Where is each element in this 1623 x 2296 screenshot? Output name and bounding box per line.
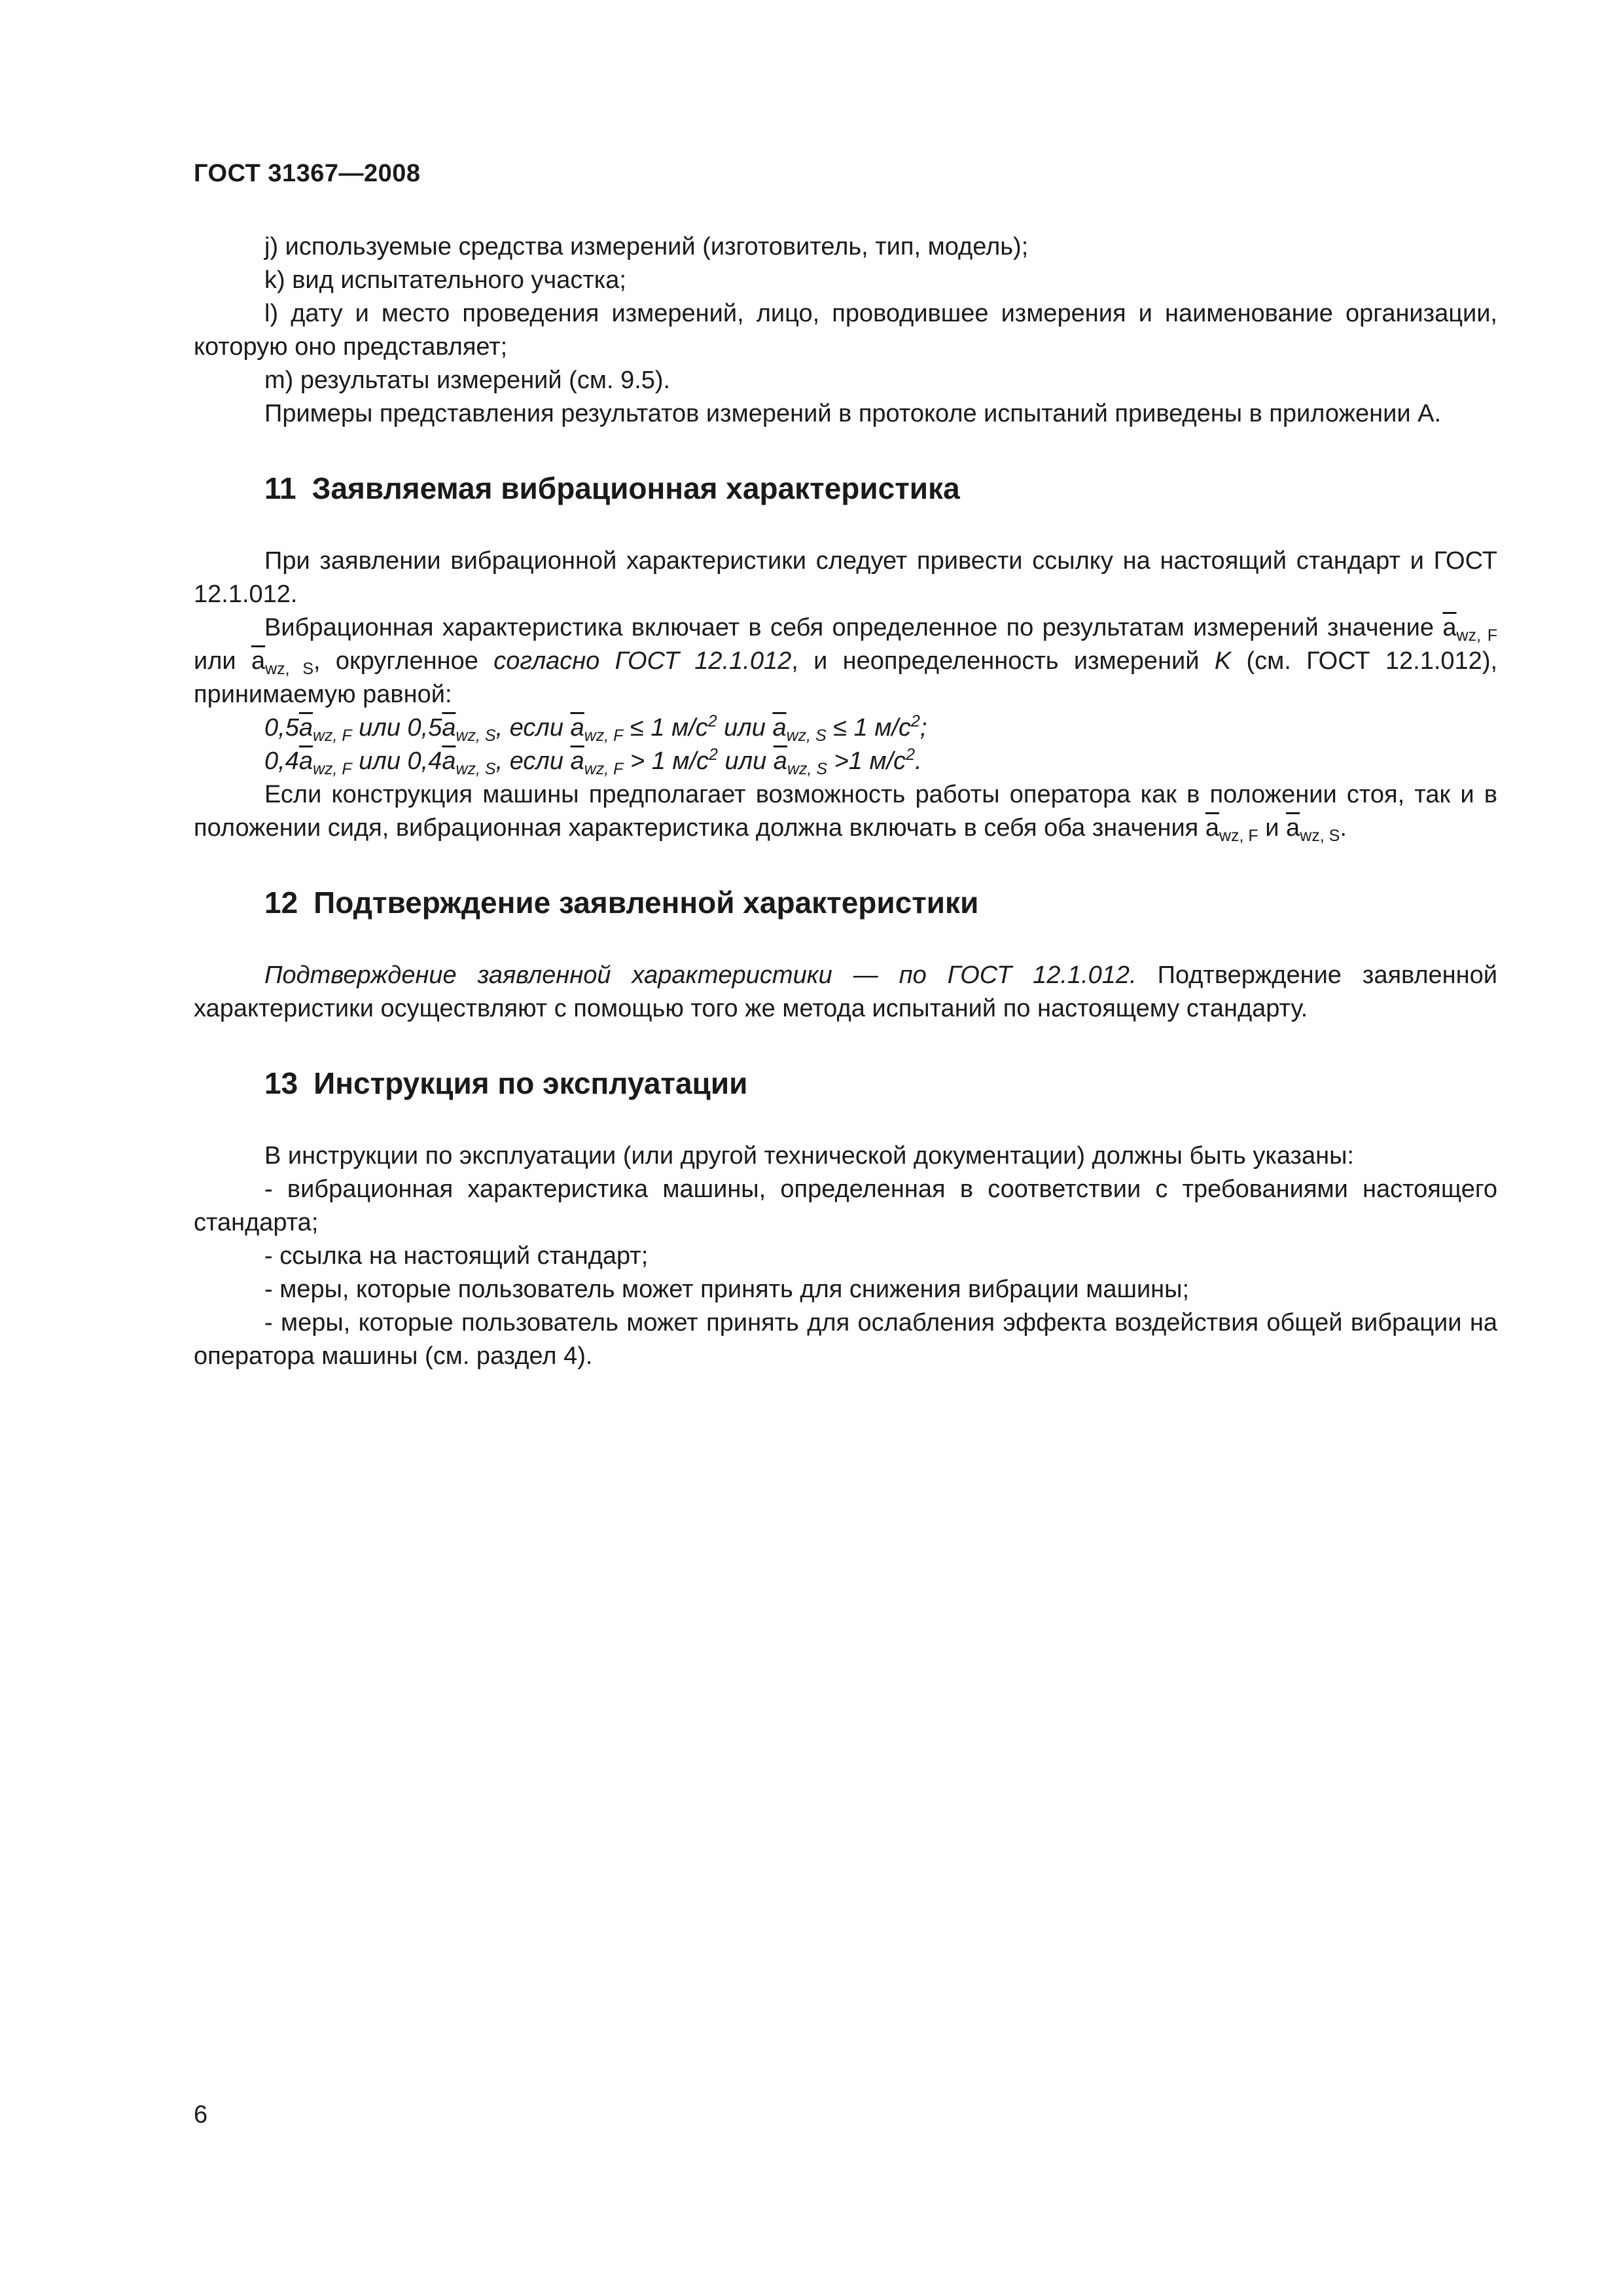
section-title: Подтверждение заявленной характеристики — [313, 886, 979, 920]
section-title: Заявляемая вибрационная характеристика — [312, 471, 960, 505]
section-number: 11 — [264, 471, 296, 505]
formula-2: $0,4\overline{a}_{wz, F}$ или $0,4\overline{a}_{wz, S}$, если $\overline{a}_{wz, F} > 1$ $м/с^2$ или $\overline{a}_{wz, S} >1$ $м/с^2$. — [264, 745, 922, 778]
list-item: - меры, которые пользователь может принять для ослабления эффекта воздействия общей вибрации на оператора машины (см. раздел 4). — [194, 1309, 1497, 1370]
formula-1: $0,5\overline{a}_{wz, F}$ или $0,5\overline{a}_{wz, S}$, если $\overline{a}_{wz, F} \le 1$ $м/с^2$ или $\overline{a}_{wz, S} \le 1$ $м/с^2$; — [264, 712, 927, 745]
section-11-para-1: При заявлении вибрационной характеристики следует привести ссылку на настоящий стандарт и ГОСТ 12.1.012. — [194, 547, 1497, 608]
list-item: j) используемые средства измерений (изготовитель, тип, модель); — [264, 233, 1029, 260]
section-11-heading — [264, 470, 1497, 507]
section-12-para: Подтверждение заявленной характеристики — по ГОСТ 12.1.012. Подтверждение заявленной характеристики осуществляют с помощью того же метода испытаний по настоящему стандарту. — [194, 961, 1498, 1022]
section-12-heading — [264, 884, 1497, 921]
section-11-para-2: Вибрационная характеристика включает в себя определенное по результатам измерений значение $\overline{a}_{wz, F}$ или $\overline{a}_{wz, S}$, округленное согласно ГОСТ 12.1.012, и неопределенность измерений K (см. ГОСТ 12.1.012), принимаемую равной: — [194, 614, 1498, 708]
section-number: 13 — [264, 1066, 298, 1100]
examples-note: Примеры представления результатов измерений в протоколе испытаний приведены в приложении А. — [264, 400, 1442, 427]
list-item: - вибрационная характеристика машины, определенная в соответствии с требованиями настоящего стандарта; — [194, 1175, 1497, 1236]
list-item: k) вид испытательного участка; — [264, 266, 626, 294]
list-item: - меры, которые пользователь может принять для снижения вибрации машины; — [264, 1276, 1190, 1303]
list-item: m) результаты измерений (см. 9.5). — [264, 367, 671, 394]
list-item: - ссылка на настоящий стандарт; — [264, 1242, 649, 1270]
document-header: ГОСТ 31367—2008 — [194, 160, 421, 187]
list-item: l) дату и место проведения измерений, лицо, проводившее измерения и наименование организации, которую оно представляет; — [194, 300, 1497, 361]
section-title: Инструкция по эксплуатации — [313, 1066, 748, 1100]
section-13-intro: В инструкции по эксплуатации (или другой технической документации) должны быть указаны: — [264, 1142, 1354, 1170]
section-number: 12 — [264, 886, 298, 920]
document-body — [194, 230, 1497, 1373]
section-11-para-3: Если конструкция машины предполагает возможность работы оператора как в положении стоя, так и в положении сидя, вибрационная характеристика должна включать в себя оба значения $\overline{a}_{wz, F}$ и $\overline{a}_{wz, S}$. — [194, 781, 1497, 845]
section-13-heading — [264, 1065, 1497, 1102]
page-number: 6 — [194, 2101, 208, 2128]
